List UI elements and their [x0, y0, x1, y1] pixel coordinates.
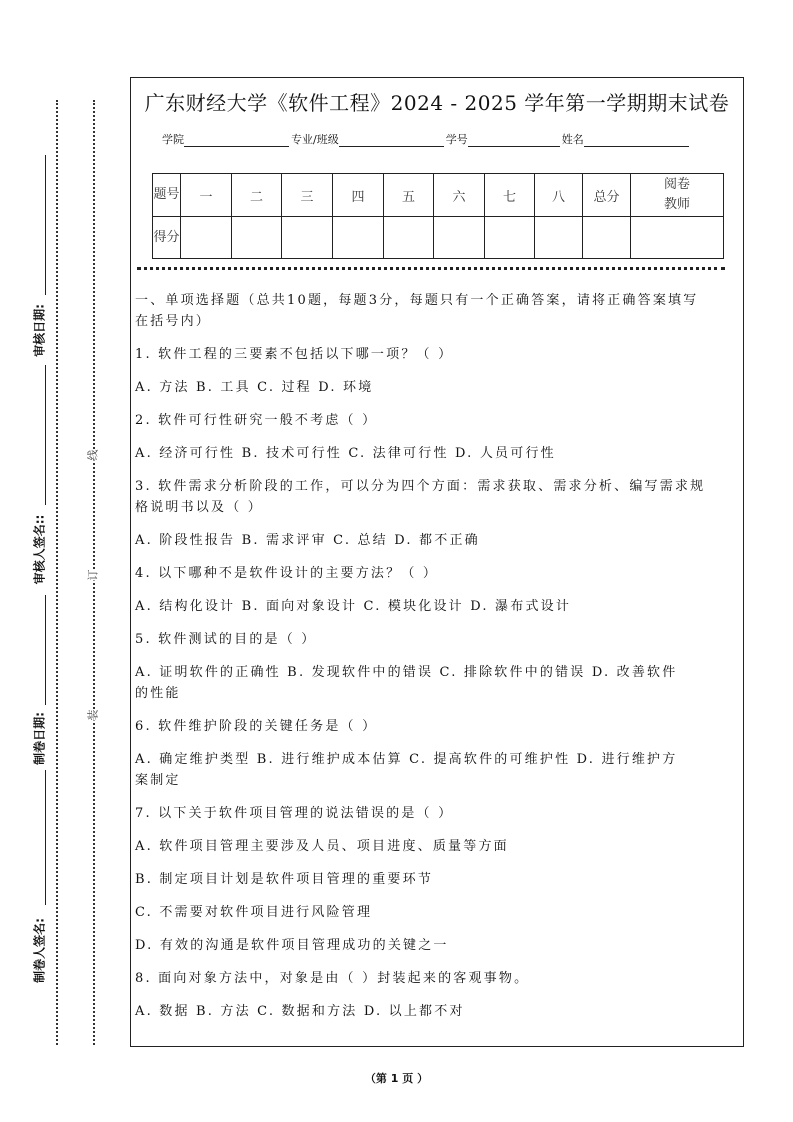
major-label: 专业/班级 — [291, 133, 339, 146]
make-date-line — [45, 595, 46, 705]
text-line: 3. 软件需求分析阶段的工作，可以分为四个方面：需求获取、需求分析、编写需求规 — [135, 479, 706, 494]
bind-mark-install: 装 — [86, 709, 100, 721]
exam-title: 广东财经大学《软件工程》2024 - 2025 学年第一学期期末试卷 — [144, 91, 730, 115]
make-date-label: 制卷日期: — [32, 712, 47, 765]
review-date-line — [45, 155, 46, 295]
question-paragraph — [135, 803, 743, 824]
question-paragraph — [135, 716, 743, 737]
question-paragraph — [135, 1001, 743, 1022]
text-line: A. 结构化设计 B. 面向对象设计 C. 模块化设计 D. 瀑布式设计 — [135, 599, 572, 614]
question-paragraph — [135, 476, 743, 518]
header-cell: 三 — [282, 174, 333, 217]
text-line: A. 方法 B. 工具 C. 过程 D. 环境 — [135, 380, 374, 395]
question-paragraph — [135, 563, 743, 584]
name-label: 姓名 — [561, 133, 584, 146]
question-paragraph — [135, 530, 743, 551]
bind-mark-line: 线 — [86, 449, 100, 461]
header-cell: 一 — [181, 174, 232, 217]
score-cell[interactable] — [535, 217, 583, 259]
row-label-question: 题号 — [153, 174, 181, 217]
score-cell[interactable] — [434, 217, 485, 259]
review-date-label: 审核日期: — [32, 304, 47, 357]
text-line: C. 不需要对软件项目进行风险管理 — [135, 905, 373, 920]
text-line: 一、单项选择题（总共10题，每题3分，每题只有一个正确答案，请将正确答案填写 — [135, 293, 699, 308]
student-id-field[interactable] — [468, 132, 560, 147]
question-paragraph — [135, 749, 743, 791]
score-cell[interactable] — [384, 217, 434, 259]
score-cell[interactable] — [181, 217, 232, 259]
header-cell: 四 — [333, 174, 384, 217]
section-heading — [135, 290, 743, 332]
maker-sign-line — [45, 770, 46, 905]
text-line: 7. 以下关于软件项目管理的说法错误的是（ ） — [135, 806, 454, 821]
header-cell: 八 — [535, 174, 583, 217]
score-cell[interactable] — [333, 217, 384, 259]
text-line: 5. 软件测试的目的是（ ） — [135, 632, 317, 647]
maker-sign-label: 制卷人签名: — [32, 918, 47, 983]
major-field[interactable] — [339, 132, 444, 147]
text-line: 8. 面向对象方法中，对象是由（ ）封装起来的客观事物。 — [135, 971, 530, 986]
score-cell[interactable] — [631, 217, 724, 259]
text-line: 6. 软件维护阶段的关键任务是（ ） — [135, 719, 378, 734]
student-id-label: 学号 — [445, 133, 468, 146]
score-table — [152, 173, 724, 259]
question-paragraph — [135, 443, 743, 464]
question-paragraph — [135, 410, 743, 431]
text-line: 4. 以下哪种不是软件设计的主要方法？（ ） — [135, 566, 439, 581]
section-divider — [137, 267, 725, 270]
text-line: 的性能 — [135, 686, 181, 701]
student-info — [162, 131, 691, 147]
question-paragraph — [135, 377, 743, 398]
score-cell[interactable] — [282, 217, 333, 259]
question-paragraph — [135, 968, 743, 989]
page-number: （第 1 页 ） — [364, 1072, 429, 1085]
questions-body — [135, 290, 743, 1034]
score-cell[interactable] — [232, 217, 282, 259]
header-cell: 六 — [434, 174, 485, 217]
name-field[interactable] — [584, 132, 689, 147]
header-cell: 阅卷教师 — [631, 174, 724, 217]
question-paragraph — [135, 662, 743, 704]
text-line: B. 制定项目计划是软件项目管理的重要环节 — [135, 872, 434, 887]
header-cell: 总分 — [583, 174, 631, 217]
text-line: 1. 软件工程的三要素不包括以下哪一项？（ ） — [135, 347, 454, 362]
question-paragraph — [135, 629, 743, 650]
college-field[interactable] — [184, 132, 289, 147]
reviewer-sign-label: 审核人签名:: — [32, 514, 47, 585]
question-paragraph — [135, 935, 743, 956]
header-cell: 二 — [232, 174, 282, 217]
header-cell: 五 — [384, 174, 434, 217]
college-label: 学院 — [162, 133, 184, 146]
text-line: A. 软件项目管理主要涉及人员、项目进度、质量等方面 — [135, 839, 509, 854]
row-label-score: 得分 — [153, 217, 181, 259]
text-line: D. 有效的沟通是软件项目管理成功的关键之一 — [135, 938, 449, 953]
text-line: 在括号内） — [135, 314, 212, 329]
question-paragraph — [135, 596, 743, 617]
bind-mark-order: 订 — [86, 569, 100, 581]
text-line: A. 确定维护类型 B. 进行维护成本估算 C. 提高软件的可维护性 D. 进行维护方 — [135, 752, 678, 767]
text-line: A. 经济可行性 B. 技术可行性 C. 法律可行性 D. 人员可行性 — [135, 446, 556, 461]
question-paragraph — [135, 902, 743, 923]
text-line: 2. 软件可行性研究一般不考虑（ ） — [135, 413, 378, 428]
reviewer-sign-line — [45, 365, 46, 505]
text-line: A. 数据 B. 方法 C. 数据和方法 D. 以上都不对 — [135, 1004, 465, 1019]
text-line: A. 证明软件的正确性 B. 发现软件中的错误 C. 排除软件中的错误 D. 改善软件 — [135, 665, 678, 680]
question-paragraph — [135, 836, 743, 857]
header-cell: 七 — [485, 174, 535, 217]
text-line: A. 阶段性报告 B. 需求评审 C. 总结 D. 都不正确 — [135, 533, 480, 548]
text-line: 案制定 — [135, 773, 181, 788]
binding-dotted-line-outer — [56, 100, 58, 1045]
question-paragraph — [135, 344, 743, 365]
score-cell[interactable] — [583, 217, 631, 259]
score-cell[interactable] — [485, 217, 535, 259]
text-line: 格说明书以及（ ） — [135, 500, 263, 515]
question-paragraph — [135, 869, 743, 890]
